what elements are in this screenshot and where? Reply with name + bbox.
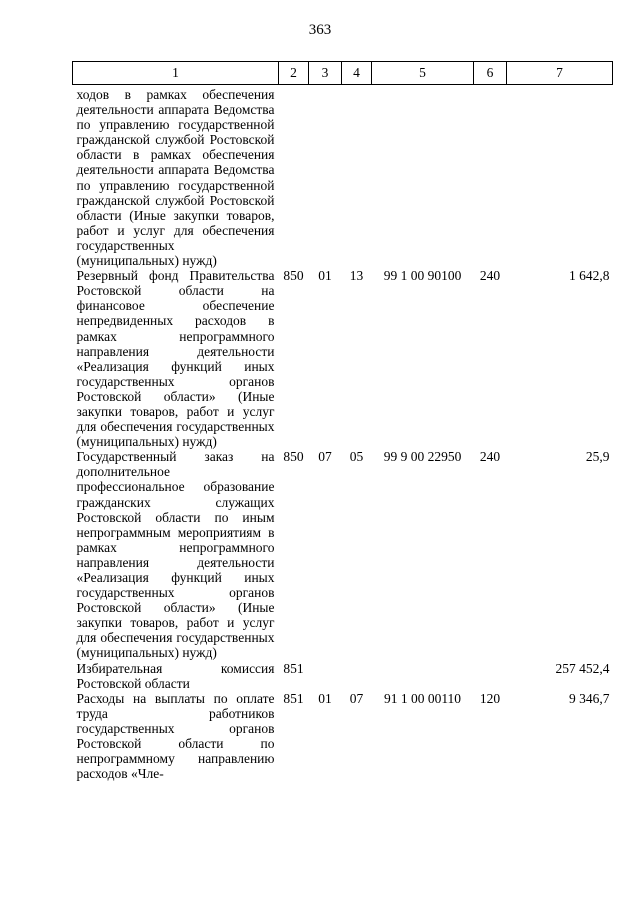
target-article-code: 99 9 00 22950	[383, 449, 462, 465]
target-article-code: 91 1 00 00110	[383, 690, 462, 706]
column-header: 3	[309, 62, 342, 85]
admin-code	[279, 85, 309, 269]
section-code: 01	[318, 268, 332, 284]
column-header: 2	[279, 62, 309, 85]
row-description: Резервный фонд Правительства Ростовской области на финансовое обеспечение непредвиденных расходов в рамках непрограммного направления деятельности «Реализация функций иных государственных органов Ростовской области» (Иные закупки товаров, работ и услуг для обеспечения государственных (муниципальных) нужд)	[76, 268, 275, 450]
page-number: 363	[308, 22, 332, 38]
expense-type-code	[474, 661, 507, 691]
section-code	[309, 661, 342, 691]
column-header: 4	[342, 62, 372, 85]
table-row	[73, 661, 613, 691]
amount	[507, 85, 613, 269]
expense-type-code: 240	[479, 268, 501, 284]
table-row	[73, 268, 613, 449]
amount: 1 642,8	[569, 268, 610, 284]
expense-type-code: 240	[479, 449, 501, 465]
row-description: Избирательная комиссия Ростовской области	[76, 660, 275, 691]
subsection-code: 05	[349, 449, 364, 465]
subsection-code: 13	[349, 268, 364, 284]
amount: 257 452,4	[555, 660, 610, 676]
column-header: 7	[507, 62, 613, 85]
table-row	[73, 691, 613, 782]
admin-code: 850	[283, 449, 304, 465]
admin-code: 850	[283, 268, 304, 284]
expense-type-code	[474, 85, 507, 269]
target-article-code	[372, 661, 474, 691]
budget-table	[72, 61, 613, 781]
admin-code: 851	[283, 690, 304, 706]
table-row	[73, 449, 613, 660]
target-article-code	[372, 85, 474, 269]
amount: 9 346,7	[569, 690, 610, 706]
row-description: Государственный заказ на дополнительное профессиональное образование гражданских служащих Ростовской области по иным непрограммным мероприятиям в рамках непрограммного направления деятельности «Реализация функций иных государственных органов Ростовской области» (Иные закупки товаров, работ и услуг для обеспечения государственных (муниципальных) нужд)	[76, 449, 275, 661]
admin-code: 851	[283, 660, 304, 676]
row-description: Расходы на выплаты по оплате труда работников государственных органов Ростовской области по непрограммному направлению расходов «Чле-	[76, 690, 275, 782]
section-code: 07	[318, 449, 332, 465]
subsection-code	[342, 661, 372, 691]
subsection-code: 07	[349, 690, 364, 706]
expense-type-code: 120	[479, 690, 501, 706]
subsection-code	[342, 85, 372, 269]
target-article-code: 99 1 00 90100	[383, 268, 462, 284]
amount: 25,9	[585, 449, 610, 465]
column-header: 1	[73, 62, 279, 85]
section-code	[309, 85, 342, 269]
row-description: ходов в рамках обеспечения деятельности аппарата Ведомства по управлению государственной гражданской службой Ростовской области в рамках обеспечения деятельности аппарата Ведомства по управлению государственной гражданской службой Ростовской области (Иные закупки товаров, работ и услуг для обеспечения государственных (муниципальных) нужд)	[76, 87, 275, 269]
column-header: 6	[474, 62, 507, 85]
section-code: 01	[318, 690, 332, 706]
column-header-row	[73, 62, 613, 85]
table-row	[73, 85, 613, 269]
column-header: 5	[372, 62, 474, 85]
